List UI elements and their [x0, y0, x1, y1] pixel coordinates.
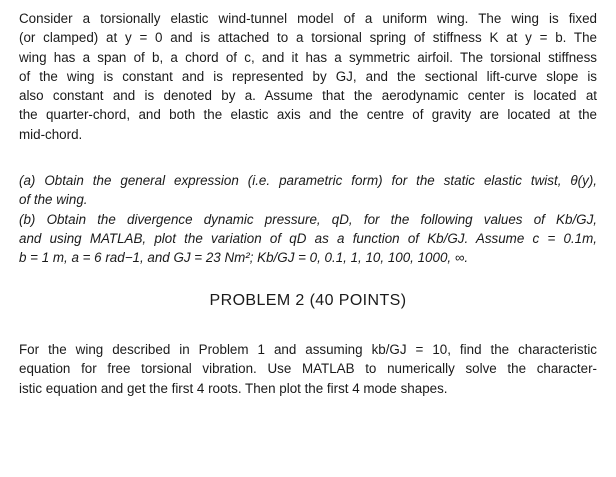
text-line: (or clamped) at y = 0 and is attached to a torsional spring of stiffness K at y = b. The — [19, 30, 597, 46]
problem1-parts — [19, 171, 597, 267]
text-line: For the wing described in Problem 1 and assuming kb/GJ = 10, find the characteristic — [19, 342, 597, 357]
text-line: the quarter-chord, and both the elastic axis and the centre of gravity are located at the — [19, 107, 597, 123]
text-line: wing has a span of b, a chord of c, and it has a symmetric airfoil. The torsional stiffness — [19, 49, 597, 65]
part-a-line: (a) Obtain the general expression (i.e. parametric form) for the static elastic twist, θ(y), — [19, 173, 597, 188]
problem1-paragraph — [19, 9, 597, 144]
problem2-paragraph — [19, 340, 597, 398]
text-line: of the wing is constant and is represented by GJ, and the sectional lift-curve slope is — [19, 68, 597, 84]
part-b-line: b = 1 m, a = 6 rad−1, and GJ = 23 Nm²; Kb/GJ = 0, 0.1, 1, 10, 100, 1000, ∞. — [19, 250, 469, 266]
text-line: mid-chord. — [19, 126, 83, 142]
text-line: Consider a torsionally elastic wind-tunnel model of a uniform wing. The wing is fixed — [19, 11, 597, 26]
text-line: istic equation and get the first 4 roots. Then plot the first 4 mode shapes. — [19, 380, 448, 396]
text-line: also constant and is denoted by a. Assume that the aerodynamic center is located at — [19, 88, 597, 104]
part-a-line: of the wing. — [19, 192, 88, 208]
problem2-heading: PROBLEM 2 (40 POINTS) — [209, 292, 407, 309]
part-b-line: (b) Obtain the divergence dynamic pressure, qD, for the following values of Kb/GJ, — [19, 211, 597, 227]
text-line: equation for free torsional vibration. Use MATLAB to numerically solve the character- — [19, 361, 597, 377]
part-b-line: and using MATLAB, plot the variation of qD as a function of Kb/GJ. Assume c = 0.1m, — [19, 230, 597, 246]
